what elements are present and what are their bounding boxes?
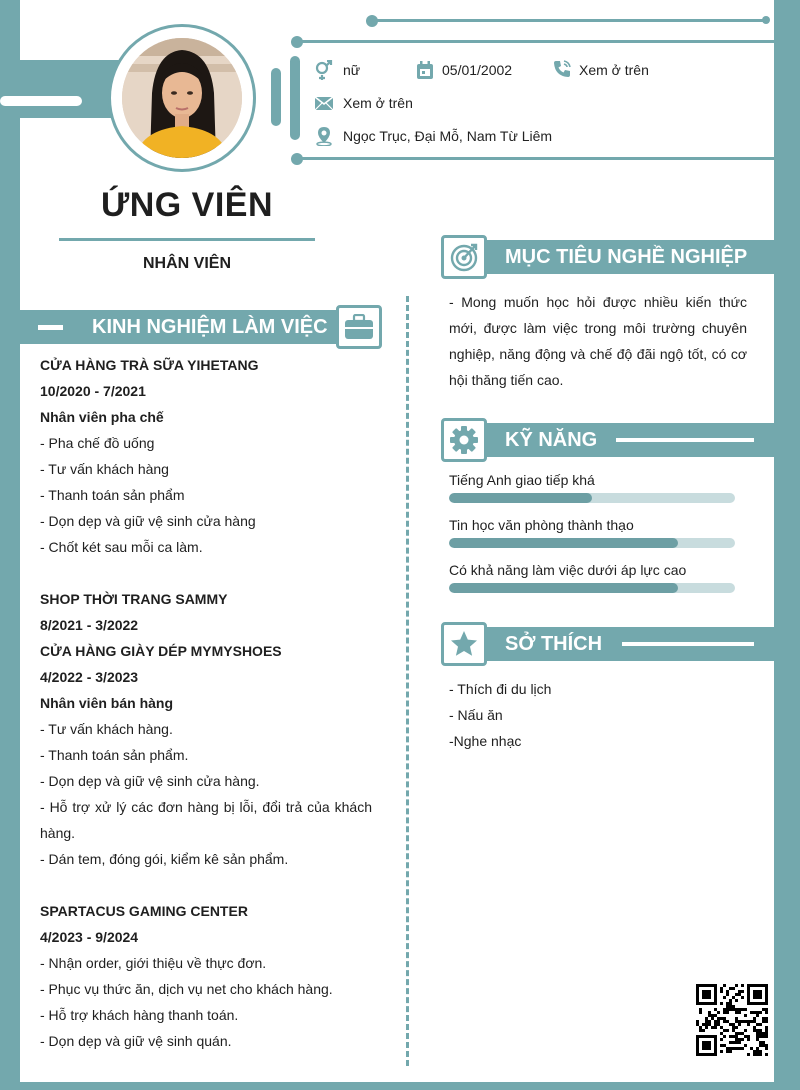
- avatar: [122, 38, 242, 158]
- experience-line: - Dán tem, đóng gói, kiểm kê sản phẩm.: [40, 851, 289, 867]
- experience-line: Nhân viên pha chế: [40, 409, 164, 425]
- star-icon-box: [441, 622, 487, 666]
- email-icon: [314, 93, 334, 113]
- experience-list: [40, 352, 372, 1054]
- gender-icon: [314, 60, 334, 80]
- skill-bar-1: [449, 493, 735, 503]
- experience-header: [20, 310, 342, 344]
- experience-line: - Pha chế đồ uống: [40, 435, 155, 451]
- gender-value: nữ: [343, 62, 361, 78]
- experience-line: - Chốt két sau mỗi ca làm.: [40, 539, 203, 555]
- experience-line: - Dọn dẹp và giữ vệ sinh cửa hàng.: [40, 773, 260, 789]
- skill-label-2: Tin học văn phòng thành thạo: [449, 517, 634, 533]
- hobbies-title: SỞ THÍCH: [505, 633, 603, 655]
- briefcase-icon-box: [336, 305, 382, 349]
- email-value: Xem ở trên: [343, 95, 413, 111]
- qr-code[interactable]: [696, 984, 768, 1056]
- briefcase-icon: [344, 314, 374, 340]
- skill-bar-fill-2: [449, 538, 678, 548]
- experience-line: - Hỗ trợ xử lý các đơn hàng bị lỗi, đổi trả của khách hàng.: [40, 799, 372, 841]
- photo-band: [0, 60, 122, 118]
- experience-line: 4/2023 - 9/2024: [40, 929, 139, 945]
- hobby-item-2: - Nấu ăn: [449, 707, 503, 723]
- avatar-illustration: [122, 38, 242, 158]
- star-icon: [449, 629, 479, 659]
- column-divider: [406, 296, 409, 1066]
- name-divider: [59, 238, 315, 241]
- target-icon-box: [441, 235, 487, 279]
- skill-bar-fill-3: [449, 583, 678, 593]
- hobby-item-3: -Nghe nhạc: [449, 733, 522, 749]
- experience-line: [40, 560, 372, 586]
- experience-line: SHOP THỜI TRANG SAMMY: [40, 591, 228, 607]
- location-icon: [314, 126, 334, 146]
- experience-line: [40, 872, 372, 898]
- experience-line: - Dọn dẹp và giữ vệ sinh cửa hàng: [40, 513, 256, 529]
- phone-icon: [552, 59, 572, 79]
- candidate-name: ỨNG VIÊN: [100, 186, 273, 224]
- calendar-icon: [415, 60, 435, 80]
- page-frame-right: [774, 0, 800, 1090]
- phone-value: Xem ở trên: [579, 62, 649, 78]
- target-icon: [449, 242, 479, 272]
- skill-bar-3: [449, 583, 735, 593]
- page-frame-bottom: [0, 1082, 800, 1090]
- skill-label-1: Tiếng Anh giao tiếp khá: [449, 472, 595, 488]
- photo-band-highlight: [0, 96, 82, 106]
- experience-line: - Dọn dẹp và giữ vệ sinh quán.: [40, 1033, 232, 1049]
- address-value: Ngọc Trục, Đại Mỗ, Nam Từ Liêm: [343, 128, 553, 144]
- hobby-item-1: - Thích đi du lịch: [449, 681, 552, 697]
- gear-icon-box: [441, 418, 487, 462]
- experience-line: - Tư vấn khách hàng.: [40, 721, 173, 737]
- skill-label-3: Có khả năng làm việc dưới áp lực cao: [449, 562, 687, 578]
- experience-line: - Nhận order, giới thiệu về thực đơn.: [40, 955, 267, 971]
- experience-line: CỬA HÀNG TRÀ SỮA YIHETANG: [40, 357, 259, 373]
- experience-line: - Hỗ trợ khách hàng thanh toán.: [40, 1007, 239, 1023]
- experience-line: - Thanh toán sản phẩm: [40, 487, 185, 503]
- experience-line: SPARTACUS GAMING CENTER: [40, 903, 248, 919]
- experience-line: CỬA HÀNG GIÀY DÉP MYMYSHOES: [40, 643, 282, 659]
- objective-header: [484, 240, 774, 274]
- objective-text: - Mong muốn học hỏi được nhiều kiến thức mới, được làm việc trong môi trường chuyên nghiệp, năng động và chế độ đãi ngộ tốt, có cơ hội thăng tiến cao.: [449, 294, 747, 388]
- gear-icon: [449, 425, 479, 455]
- experience-title: KINH NGHIỆM LÀM VIỆC: [92, 316, 328, 338]
- experience-line: 8/2021 - 3/2022: [40, 617, 139, 633]
- experience-line: Nhân viên bán hàng: [40, 695, 174, 711]
- skill-bar-fill-1: [449, 493, 592, 503]
- experience-line: - Thanh toán sản phẩm.: [40, 747, 189, 763]
- experience-line: - Phục vụ thức ăn, dịch vụ net cho khách hàng.: [40, 981, 333, 997]
- experience-line: 10/2020 - 7/2021: [40, 383, 146, 399]
- skills-title: KỸ NĂNG: [505, 429, 598, 451]
- birthday-value: 05/01/2002: [442, 62, 513, 78]
- candidate-role: NHÂN VIÊN: [142, 255, 231, 272]
- experience-line: 4/2022 - 3/2023: [40, 669, 139, 685]
- experience-line: - Tư vấn khách hàng: [40, 461, 169, 477]
- page-frame-left: [0, 0, 20, 1090]
- skill-bar-2: [449, 538, 735, 548]
- objective-title: MỤC TIÊU NGHỀ NGHIỆP: [505, 246, 748, 268]
